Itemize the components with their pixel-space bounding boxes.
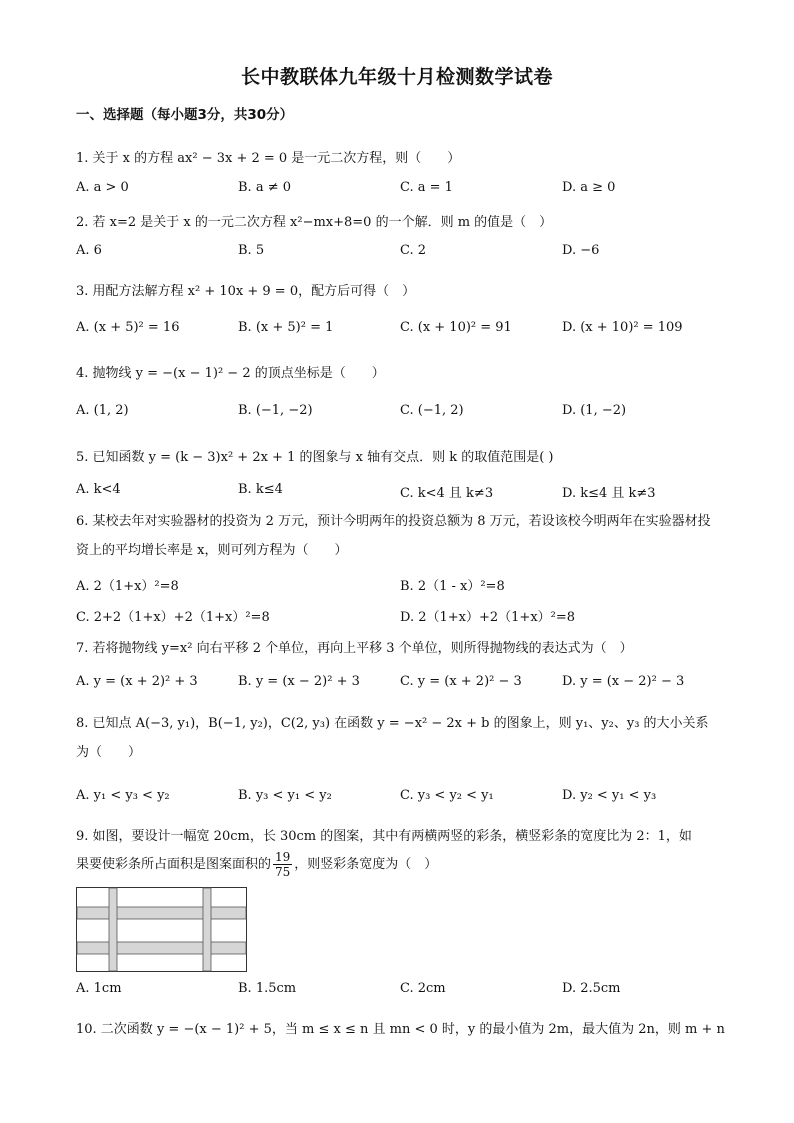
- page-title: 长中教联体九年级十月检测数学试卷: [240, 66, 553, 88]
- question-9-option-d[interactable]: D. 2.5cm: [562, 981, 621, 996]
- fraction-denominator: 75: [275, 865, 291, 879]
- pattern-border: [77, 888, 247, 972]
- question-7-option-c[interactable]: C. y = (x + 2)² − 3: [400, 674, 522, 689]
- question-6-option-d[interactable]: D. 2（1+x）+2（1+x）²=8: [400, 610, 576, 625]
- question-8-option-c[interactable]: C. y₃ < y₂ < y₁: [400, 788, 494, 803]
- question-1-option-d[interactable]: D. a ≥ 0: [562, 180, 616, 195]
- stripe-pattern-figure: [76, 887, 248, 973]
- question-4-option-d[interactable]: D. (1, −2): [562, 403, 627, 418]
- question-3-option-d[interactable]: D. (x + 10)² = 109: [562, 320, 683, 335]
- question-5-stem: 5. 已知函数 y = (k − 3)x² + 2x + 1 的图象与 x 轴有交点．则 k 的取值范围是( ): [76, 450, 554, 465]
- question-2-option-c[interactable]: C. 2: [400, 243, 427, 258]
- question-6-option-a[interactable]: A. 2（1+x）²=8: [76, 579, 179, 594]
- question-2-option-b[interactable]: B. 5: [238, 243, 265, 258]
- question-8-option-b[interactable]: B. y₃ < y₁ < y₂: [238, 788, 332, 803]
- question-4-option-b[interactable]: B. (−1, −2): [238, 403, 313, 418]
- question-3-option-b[interactable]: B. (x + 5)² = 1: [238, 320, 334, 335]
- question-5-option-b[interactable]: B. k≤4: [238, 482, 283, 497]
- section-heading: 一、选择题（每小题3分，共30分）: [76, 107, 294, 123]
- question-9-stem-text: 果要使彩条所占面积是图案面积的: [76, 857, 272, 872]
- horizontal-stripe-2: [77, 942, 246, 954]
- question-9-stem-tail: ，则竖彩条宽度为（ ）: [294, 857, 438, 872]
- question-9-option-a[interactable]: A. 1cm: [76, 981, 122, 996]
- question-5-option-d[interactable]: D. k≤4 且 k≠3: [562, 486, 656, 501]
- question-1-stem: 1. 关于 x 的方程 ax² − 3x + 2 = 0 是一元二次方程，则（ ）: [76, 151, 461, 166]
- question-9-stem-line2: [76, 850, 437, 879]
- question-7-option-a[interactable]: A. y = (x + 2)² + 3: [76, 674, 198, 689]
- question-9-stem-line1: 9. 如图，要设计一幅宽 20cm，长 30cm 的图案，其中有两横两竖的彩条，横竖彩条的宽度比为 2：1，如: [76, 829, 692, 844]
- question-5-option-a[interactable]: A. k<4: [76, 482, 121, 497]
- question-6-stem: 6. 某校去年对实验器材的投资为 2 万元，预计今明两年的投资总额为 8 万元，若设该校今明两年在实验器材投资上的平均增长率是 x，则可列方程为（ ）: [76, 514, 711, 558]
- question-8-stem: 8. 已知点 A(−3, y₁)，B(−1, y₂)，C(2, y₃) 在函数 y = −x² − 2x + b 的图象上，则 y₁、y₂、y₃ 的大小关系为（ ）: [76, 716, 709, 760]
- vertical-stripe-1: [109, 888, 117, 971]
- question-1-option-b[interactable]: B. a ≠ 0: [238, 180, 291, 195]
- question-8-option-a[interactable]: A. y₁ < y₃ < y₂: [76, 788, 170, 803]
- question-3-option-a[interactable]: A. (x + 5)² = 16: [76, 320, 180, 335]
- question-5-option-c[interactable]: C. k<4 且 k≠3: [400, 486, 494, 501]
- question-2-option-d[interactable]: D. −6: [562, 243, 600, 258]
- question-9-option-c[interactable]: C. 2cm: [400, 981, 446, 996]
- fraction: [273, 850, 292, 879]
- question-1-option-a[interactable]: A. a > 0: [76, 180, 129, 195]
- question-4-stem: 4. 抛物线 y = −(x − 1)² − 2 的顶点坐标是（ ）: [76, 366, 385, 381]
- question-3-option-c[interactable]: C. (x + 10)² = 91: [400, 320, 512, 335]
- question-7-stem: 7. 若将抛物线 y=x² 向右平移 2 个单位，再向上平移 3 个单位，则所得抛物线的表达式为（ ）: [76, 641, 633, 656]
- fraction-numerator: 19: [275, 850, 291, 864]
- question-8-option-d[interactable]: D. y₂ < y₁ < y₃: [562, 788, 657, 803]
- question-2-stem: 2. 若 x=2 是关于 x 的一元二次方程 x²−mx+8=0 的一个解．则 m 的值是（ ）: [76, 215, 553, 230]
- vertical-stripe-2: [203, 888, 211, 971]
- question-9-option-b[interactable]: B. 1.5cm: [238, 981, 297, 996]
- horizontal-stripe-1: [77, 907, 246, 919]
- question-6-option-b[interactable]: B. 2（1 - x）²=8: [400, 579, 505, 594]
- question-7-option-d[interactable]: D. y = (x − 2)² − 3: [562, 674, 685, 689]
- question-1-option-c[interactable]: C. a = 1: [400, 180, 453, 195]
- question-10-stem: 10. 二次函数 y = −(x − 1)² + 5，当 m ≤ x ≤ n 且 mn < 0 时，y 的最小值为 2m，最大值为 2n，则 m + n: [76, 1022, 725, 1037]
- question-2-option-a[interactable]: A. 6: [76, 243, 102, 258]
- question-6-option-c[interactable]: C. 2+2（1+x）+2（1+x）²=8: [76, 610, 270, 625]
- question-4-option-c[interactable]: C. (−1, 2): [400, 403, 464, 418]
- question-4-option-a[interactable]: A. (1, 2): [76, 403, 129, 418]
- question-3-stem: 3. 用配方法解方程 x² + 10x + 9 = 0，配方后可得（ ）: [76, 284, 416, 299]
- question-7-option-b[interactable]: B. y = (x − 2)² + 3: [238, 674, 360, 689]
